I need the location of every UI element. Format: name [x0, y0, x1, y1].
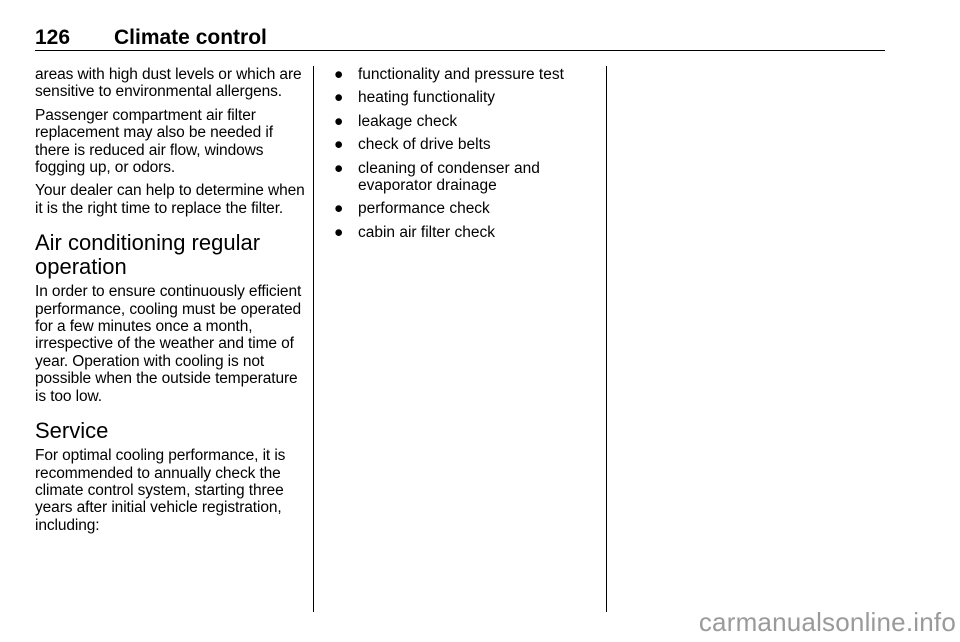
bullet-icon: ● [334, 159, 344, 177]
paragraph-dust-areas: areas with high dust levels or which are sensitive to environmental allergens. [35, 66, 302, 101]
list-item [330, 200, 600, 217]
column-divider-right [606, 66, 607, 612]
page-header [35, 26, 885, 51]
bullet-icon: ● [334, 223, 344, 241]
list-item [330, 136, 600, 153]
bullet-icon: ● [334, 112, 344, 130]
middle-column [330, 66, 600, 247]
list-item [330, 66, 600, 83]
watermark: carmanualsonline.info [698, 607, 956, 637]
heading-ac-regular-operation: Air conditioning regular operation [35, 230, 261, 280]
list-item [330, 89, 600, 106]
list-item-text: check of drive belts [358, 136, 491, 154]
paragraph-filter-replacement: Passenger compartment air filter replacement may also be needed if there is reduced air flow, windows fogging up, or odors. [35, 106, 273, 177]
running-title: Climate control [114, 26, 267, 49]
bullet-icon: ● [334, 66, 344, 83]
list-item-text: functionality and pressure test [358, 66, 564, 83]
paragraph-service: For optimal cooling performance, it is recommended to annually check the climate control system, starting three years after initial vehicle registration, including: [35, 447, 286, 534]
heading-service: Service [35, 418, 109, 444]
list-item [330, 160, 600, 195]
service-checklist [330, 66, 600, 241]
left-column [35, 66, 305, 540]
list-item [330, 113, 600, 130]
list-item-text: cabin air filter check [358, 223, 495, 241]
bullet-icon: ● [334, 200, 344, 218]
list-item [330, 224, 600, 241]
page-number: 126 [35, 26, 71, 49]
list-item-text: performance check [358, 200, 490, 218]
paragraph-dealer-help: Your dealer can help to determine when it is the right time to replace the filter. [35, 182, 305, 217]
list-item-text: heating functionality [358, 89, 496, 107]
bullet-icon: ● [334, 89, 344, 107]
bullet-icon: ● [334, 136, 344, 154]
paragraph-regular-operation: In order to ensure continuously efficient performance, cooling must be operated for a few minutes once a month, irrespective of the weather and time of year. Operation with cooling is not possible when the outside temperature is too low. [35, 283, 302, 405]
column-divider-left [313, 66, 314, 612]
list-item-text: leakage check [358, 112, 458, 130]
list-item-text: cleaning of condenser and evaporator drainage [358, 159, 540, 195]
